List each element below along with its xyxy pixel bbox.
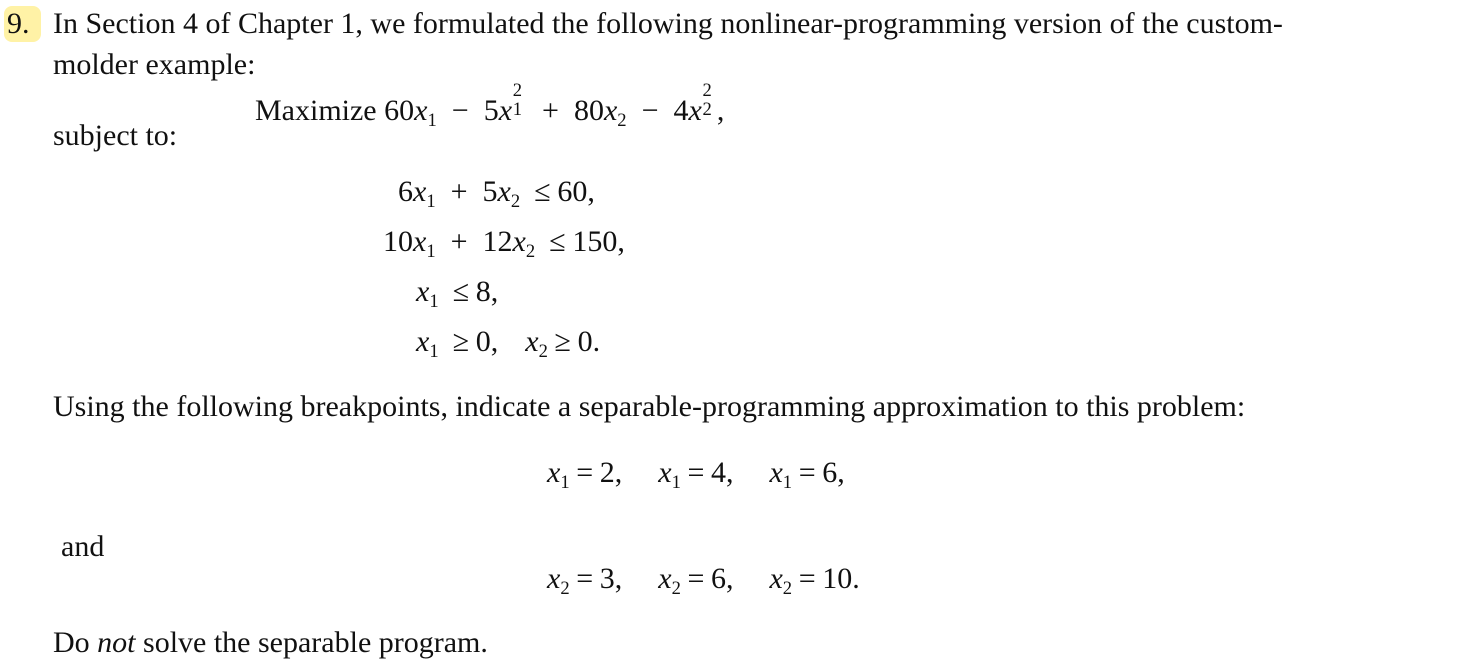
- final-instruction-pre: Do: [53, 626, 98, 659]
- final-instruction-post: solve the separable program.: [135, 626, 488, 659]
- intro-line-2: molder example:: [53, 48, 256, 81]
- exponent-2: 2: [702, 80, 712, 102]
- subject-to-label: subject to:: [53, 119, 178, 152]
- constraint-4: $x_1 \ge 0$, $x_2 \ge 0$.: [416, 325, 601, 362]
- constraint-3: $x_1 \le 8$,: [416, 275, 499, 312]
- constraint-1-coef-a: 6: [398, 175, 413, 208]
- constraint-1: $6x_1 + 5x_2 \le 60$,: [398, 175, 595, 212]
- maximize-label: Maximize: [255, 94, 377, 127]
- x2-breakpoint-1: 3: [599, 562, 615, 595]
- objective-coef-4: 4: [673, 94, 689, 127]
- intro-line-1: In Section 4 of Chapter 1, we formulated the following nonlinear-programming version of the custom-: [53, 7, 1283, 40]
- problem-number: 9.: [7, 7, 30, 40]
- x2-breakpoints: $x_2 = 3$, $x_2 = 6$, $x_2 = 10$.: [547, 562, 860, 599]
- constraint-2: $10x_1 + 12x_2 \le 150$,: [383, 225, 625, 262]
- constraint-4-rhs-1: 0: [475, 325, 491, 358]
- constraint-4-rhs-2: 0: [577, 325, 593, 358]
- final-instruction: [53, 628, 488, 658]
- objective-function: Maximize $60x_1 - 5x$ 2 1 + $80x_2 - 4x$ 2 2 ,: [255, 80, 725, 131]
- constraint-2-coef-a: 10: [383, 225, 413, 258]
- x2-breakpoint-3: 10: [822, 562, 853, 595]
- constraint-2-coef-b: 12: [482, 225, 513, 258]
- constraint-3-rhs: 8: [475, 275, 491, 308]
- objective-coef-3: 80: [573, 94, 604, 127]
- constraint-1-rhs: 60: [557, 175, 588, 208]
- and-label: and: [61, 530, 105, 563]
- x1-breakpoint-1: 2: [599, 456, 615, 489]
- constraint-2-rhs: 150: [572, 225, 618, 258]
- x1-breakpoint-2: 4: [710, 456, 726, 489]
- x2-breakpoint-2: 6: [710, 562, 726, 595]
- breakpoints-sentence: Using the following breakpoints, indicate a separable-programming approximation to this problem:: [53, 390, 1246, 423]
- exponent-1: 2: [512, 80, 523, 102]
- objective-coef-1: 60: [384, 94, 415, 127]
- final-instruction-emphasis: not: [97, 626, 136, 659]
- constraint-1-coef-b: 5: [482, 175, 498, 208]
- x1-breakpoint-3: 6: [822, 456, 838, 489]
- objective-coef-2: 5: [483, 94, 499, 127]
- x1-breakpoints: $x_1 = 2$, $x_1 = 4$, $x_1 = 6$,: [547, 456, 845, 493]
